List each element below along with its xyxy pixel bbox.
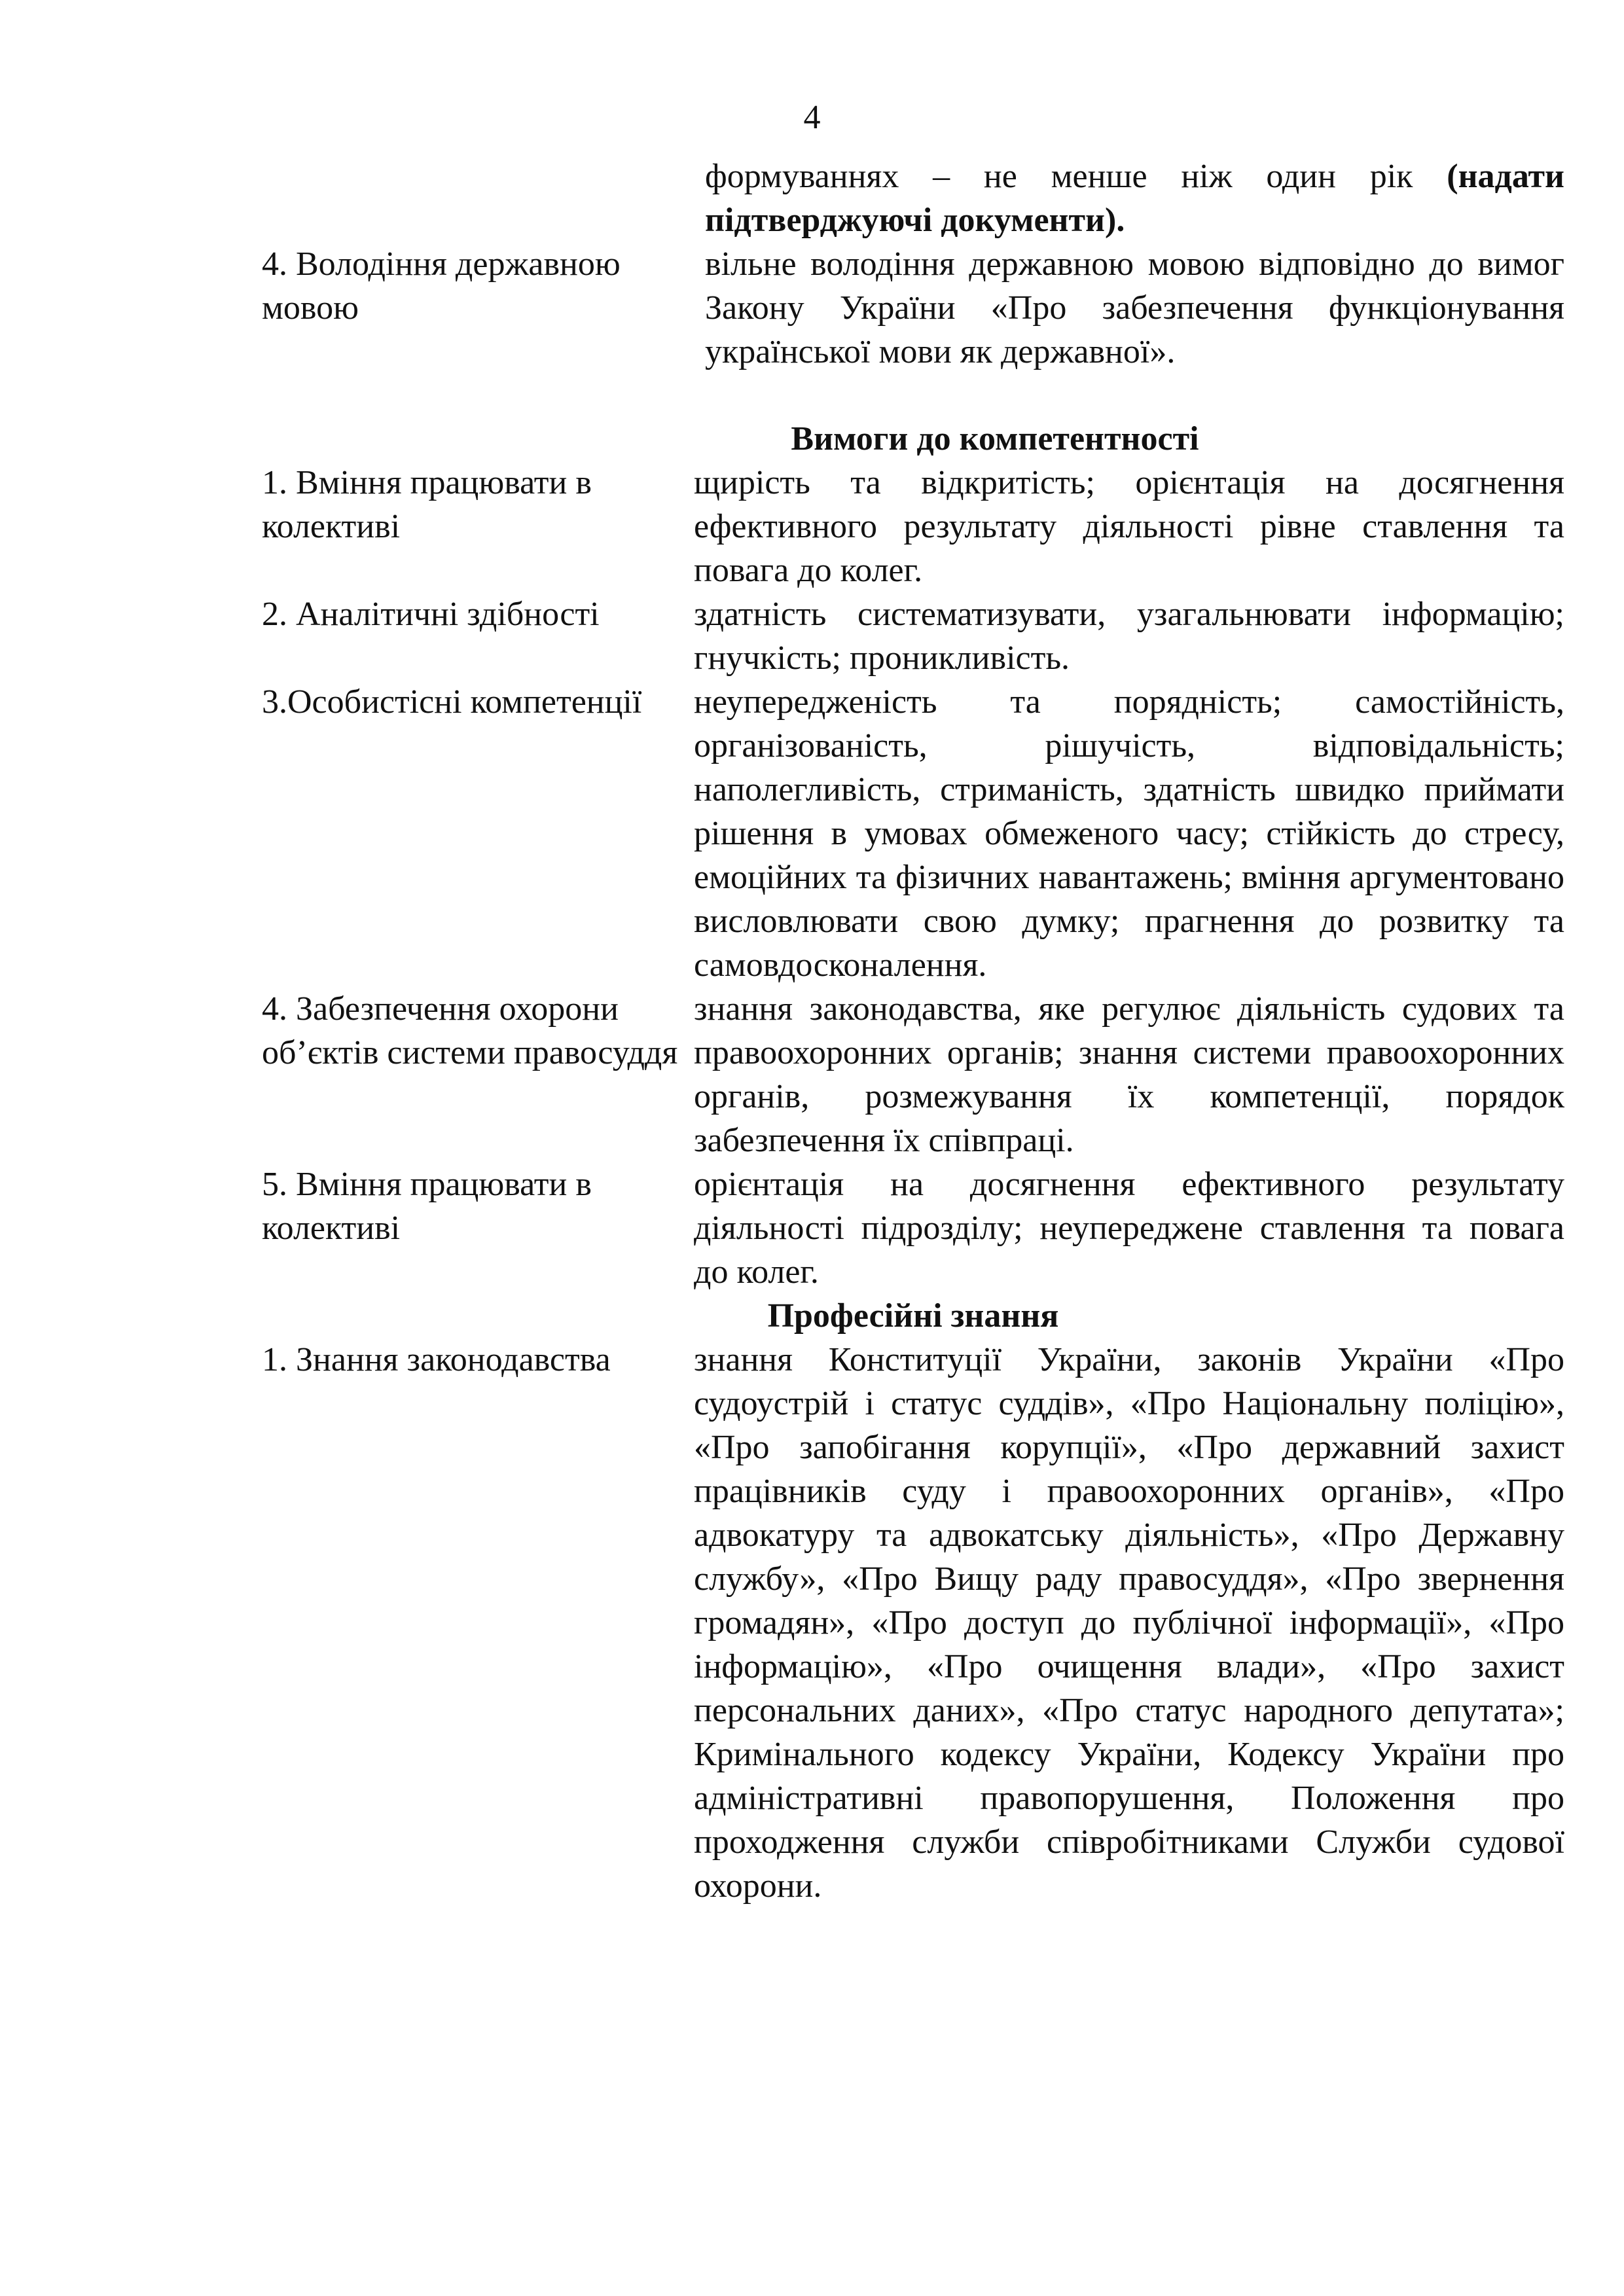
competence-row	[262, 680, 1564, 987]
competence-row-label: 4. Забезпечення охорони об’єктів системи правосуддя	[262, 990, 678, 1071]
document-body	[262, 154, 1564, 1908]
language-row	[262, 242, 1564, 374]
language-label: 4. Володіння державною мовою	[262, 245, 621, 327]
continuation-desc-bold: (надати підтверджуючі документи).	[705, 158, 1564, 239]
competence-row-label: 5. Вміння працювати в колективі	[262, 1166, 592, 1247]
professional-section-title: Професійні знання	[767, 1297, 1059, 1335]
competence-row-label: 2. Аналітичні здібності	[262, 596, 600, 633]
continuation-desc	[694, 154, 1564, 242]
competence-row-label: 3.Особистісні компетенції	[262, 683, 642, 721]
competence-row	[262, 461, 1564, 592]
competence-row-desc: здатність систематизувати, узагальнювати інформацію; гнучкість; проникливість.	[694, 596, 1564, 677]
professional-row	[262, 1338, 1564, 1908]
competence-row-desc: щирість та відкритість; орієнтація на досягнення ефективного результату діяльності рівне ставлення та повага до колег.	[694, 464, 1564, 589]
continuation-desc-text: формуваннях – не менше ніж один рік	[705, 158, 1447, 195]
competence-row-desc: неупередженість та порядність; самостійність, організованість, рішучість, відповідальність; наполегливість, стриманість, здатність швидко приймати рішення в умовах обмеженого часу; стійкість до стресу, емоційних та фізичних навантажень; вміння аргументовано висловлювати свою думку; прагнення до розвитку та самовдосконалення.	[694, 683, 1564, 984]
competence-section-title: Вимоги до компетентності	[791, 420, 1199, 457]
competence-row	[262, 987, 1564, 1162]
professional-row-desc: знання Конституції України, законів України «Про судоустрій і статус суддів», «Про Національну поліцію», «Про запобігання корупції», «Про державний захист працівників суду і правоохоронних органів», «Про адвокатуру та адвокатську діяльність», «Про Державну службу», «Про Вищу раду правосуддя», «Про звернення громадян», «Про доступ до публічної інформації», «Про інформацію», «Про очищення влади», «Про захист персональних даних», «Про статус народного депутата»; Кримінального кодексу України, Кодексу України про адміністративні правопорушення, Положення про проходження служби співробітниками Служби судової охорони.	[694, 1341, 1564, 1905]
competence-row-desc: орієнтація на досягнення ефективного результату діяльності підрозділу; неупереджене ставлення та повага до колег.	[694, 1166, 1564, 1291]
page-number: 4	[803, 99, 821, 136]
competence-row	[262, 1162, 1564, 1294]
continuation-row	[262, 154, 1564, 242]
language-desc: вільне володіння державною мовою відповідно до вимог Закону України «Про забезпечення функціонування української мови як державної».	[705, 245, 1564, 370]
competence-row	[262, 592, 1564, 680]
competence-row-desc: знання законодавства, яке регулює діяльність судових та правоохоронних органів; знання системи правоохоронних органів, розмежування їх компетенції, порядок забезпечення їх співпраці.	[694, 990, 1564, 1159]
professional-row-label: 1. Знання законодавства	[262, 1341, 611, 1378]
competence-row-label: 1. Вміння працювати в колективі	[262, 464, 592, 545]
